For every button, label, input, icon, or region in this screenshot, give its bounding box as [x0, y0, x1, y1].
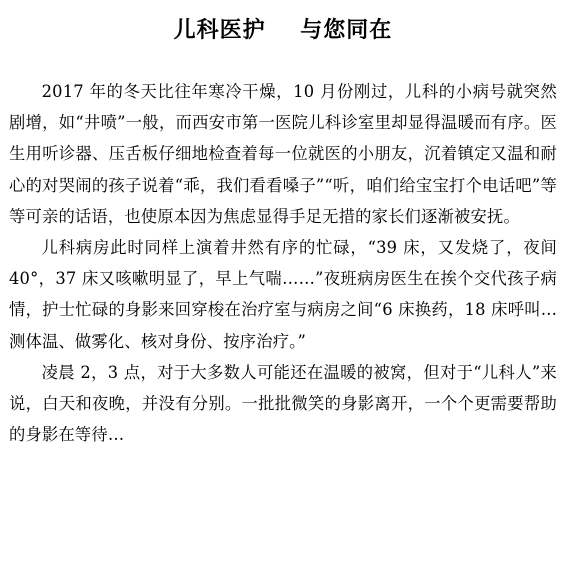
paragraph-early-morning: 凌晨 2，3 点，对于大多数人可能还在温暖的被窝，但对于“儿科人”来说，白天和夜晚，并没有分别。一批批微笑的身影离开，一个个更需要帮助的身影在等待…: [9, 362, 557, 445]
paragraph-winter-clinic: 2017 年的冬天比往年寒冷干燥，10 月份刚过，儿科的小病号就突然剧增，如“井喷”一般，而西安市第一医院儿科诊室里却显得温暖而有序。医生用听诊器、压舌板仔细地检查着每一位就医的小朋友，沉着镇定又温和耐心的对哭闹的孩子说着“乖，我们看看嗓子”“听，咱们给宝宝打个电话吧”等等可亲的话语，也使原本因为焦虑显得手足无措的家长们逐渐被安抚。: [9, 82, 557, 226]
paragraph-ward-night: 儿科病房此时同样上演着井然有序的忙碌，“39 床，又发烧了，夜间 40°，37 床又咳嗽明显了，早上气喘……”夜班病房医生在挨个交代孩子病情，护士忙碌的身影来回穿梭在治疗室与病房之间“6 床换药，18 床呼叫...测体温、做雾化、核对身份、按序治疗。”: [9, 238, 557, 351]
article-title: 儿科医护 与您同在: [173, 18, 393, 43]
